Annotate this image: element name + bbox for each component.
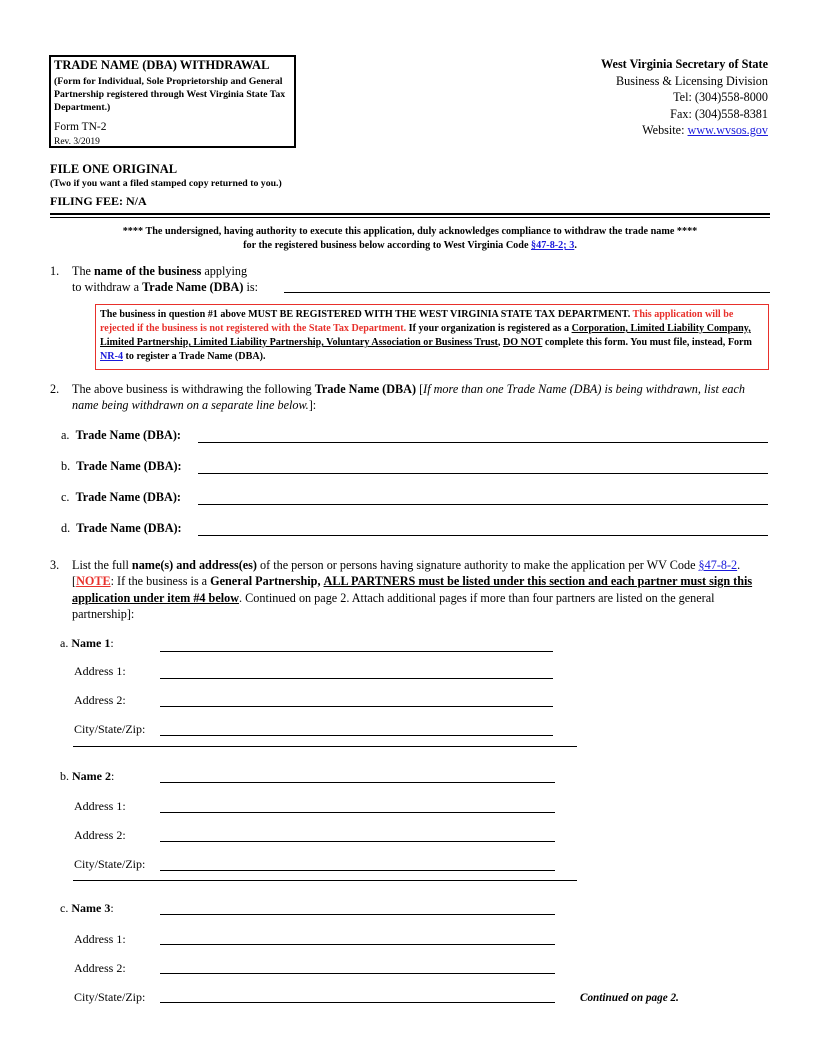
ack-line2: for the registered business below according to West Virginia Code §47-8-2; 3. [243,240,577,251]
q3-text: List the full name(s) and address(es) of the person or persons having signature authority to make the application per WV Code §47-8-2. [NOTE: If the business is a General Partnership, ALL PARTNERS must be listed under this section and each partner must sign this application under item #4 below. Continued on page 2. Attach additional pages if more than four partners are listed on the general partnership]: [72,558,753,621]
person-a-separator [73,746,577,747]
person-b-separator [73,880,577,881]
person-b-city-field[interactable] [160,870,555,871]
form-revision: Rev. 3/2019 [54,137,100,147]
website-label: Website: [642,123,688,137]
divider-thick [50,213,770,215]
dba-field-b[interactable] [198,473,768,474]
dba-row-a: a. Trade Name (DBA): [61,428,181,442]
form-title: TRADE NAME (DBA) WITHDRAWAL [54,58,270,72]
form-subtitle: (Form for Individual, Sole Proprietorship and General Partnership registered through West Virginia State Tax Department.) [54,76,286,113]
q2-text: The above business is withdrawing the following Trade Name (DBA) [If more than one Trade Name (DBA) is being withdrawn, list each name being withdrawn on a separate line below.]: [72,382,745,413]
person-c-addr1-field[interactable] [160,944,555,945]
person-c-addr2-field[interactable] [160,973,555,974]
acknowledgement [50,225,770,253]
q1-text-line2: to withdraw a Trade Name (DBA) is: [72,280,258,294]
person-c-name-label: c. Name 3: [60,901,114,915]
person-a-addr2-label: Address 2: [74,693,126,707]
continued-note: Continued on page 2. [580,992,679,1004]
person-c-name-field[interactable] [160,914,555,915]
person-b-name-field[interactable] [160,782,555,783]
nr4-link[interactable]: NR-4 [100,351,123,362]
code-link-47-8-2[interactable]: §47-8-2 [698,558,738,572]
person-c-city-field[interactable] [160,1002,555,1003]
dba-field-c[interactable] [198,504,768,505]
person-b-addr2-label: Address 2: [74,828,126,842]
copy-note: (Two if you want a filed stamped copy returned to you.) [50,178,282,189]
dba-row-d: d. Trade Name (DBA): [61,521,182,535]
person-b-addr2-field[interactable] [160,841,555,842]
person-a-addr1-label: Address 1: [74,664,126,678]
form-number: Form TN-2 [54,121,107,133]
person-c-city-label: City/State/Zip: [74,990,146,1004]
dba-row-b: b. Trade Name (DBA): [61,459,182,473]
person-a-addr2-field[interactable] [160,706,553,707]
agency-website [601,122,768,139]
website-link[interactable]: www.wvsos.gov [687,123,768,137]
agency-tel: Tel: (304)558-8000 [673,90,768,104]
dba-row-c: c. Trade Name (DBA): [61,490,181,504]
filing-fee: FILING FEE: N/A [50,194,147,208]
ack-line1: **** The undersigned, having authority to execute this application, duly acknowledges compliance to withdraw the trade name **** [122,226,698,237]
code-link[interactable]: §47-8-2; 3 [531,240,575,251]
dba-field-d[interactable] [198,535,768,536]
q1-text-line1: The name of the business applying [72,264,248,278]
person-a-name-field[interactable] [160,651,553,652]
person-b-addr1-field[interactable] [160,812,555,813]
person-a-city-label: City/State/Zip: [74,722,146,736]
dba-field-a[interactable] [198,442,768,443]
q2-number: 2. [50,382,60,396]
person-c-addr1-label: Address 1: [74,932,126,946]
person-a-addr1-field[interactable] [160,678,553,679]
person-c-addr2-label: Address 2: [74,961,126,975]
q3-number: 3. [50,558,60,572]
person-b-addr1-label: Address 1: [74,799,126,813]
person-b-city-label: City/State/Zip: [74,857,146,871]
registration-notice: The business in question #1 above MUST BE REGISTERED WITH THE WEST VIRGINIA STATE TAX DEPARTMENT. This application will be rejected if the business is not registered with the State Tax Department. If your organization is registered as a Corporation, Limited Liability Company, Limited Partnership, Limited Liability Partnership, Voluntary Association or Business Trust, DO NOT complete this form. You must file, instead, Form NR-4 to register a Trade Name (DBA). [95,304,769,370]
agency-block [601,56,768,139]
agency-fax: Fax: (304)558-8381 [670,106,768,121]
agency-name: West Virginia Secretary of State [601,57,768,71]
file-one-original: FILE ONE ORIGINAL [50,162,178,176]
agency-division: Business & Licensing Division [615,73,768,88]
q1-number: 1. [50,264,60,278]
person-a-city-field[interactable] [160,735,553,736]
person-b-name-label: b. Name 2: [60,769,115,783]
person-a-name-label: a. Name 1: [60,636,114,650]
business-name-field[interactable] [284,292,770,293]
divider-thin [50,217,770,218]
